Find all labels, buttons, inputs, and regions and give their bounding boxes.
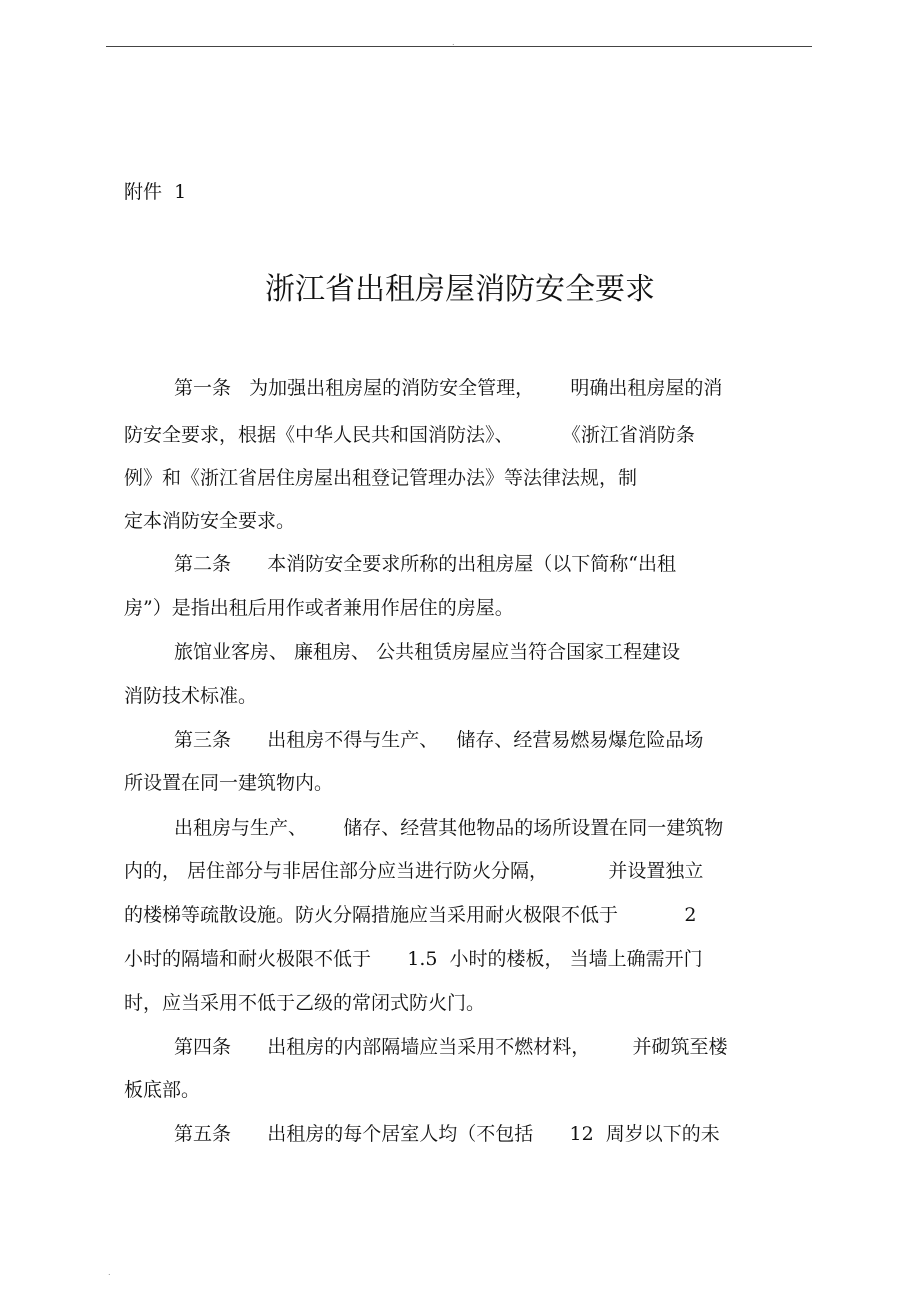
text-line: 第三条 出租房不得与生产、 储存、经营易燃易爆危险品场 (174, 729, 704, 751)
attachment-label: 附件 1 (124, 181, 187, 203)
text-line: 例》和《浙江省居住房屋出租登记管理办法》等法律法规，制 (124, 467, 638, 489)
text-line: 板底部。 (124, 1079, 201, 1101)
text-line: 出租房与生产、 储存、经营其他物品的场所设置在同一建筑物 (174, 817, 724, 839)
text-line: 消防技术标准。 (124, 685, 258, 707)
text-line: 旅馆业客房、 廉租房、 公共租赁房屋应当符合国家工程建设 (174, 641, 681, 663)
text-line: 第四条 出租房的内部隔墙应当采用不燃材料， 并砌筑至楼 (174, 1036, 728, 1058)
text-line: 第二条 本消防安全要求所称的出租房屋（以下简称“出租 (174, 553, 676, 575)
footer-mark: . (108, 1268, 111, 1277)
text-line: 所设置在同一建筑物内。 (124, 772, 334, 794)
text-line: 时，应当采用不低于乙级的常闭式防火门。 (124, 992, 486, 1014)
header-rule (106, 46, 812, 47)
text-line: 防安全要求，根据《中华人民共和国消防法》、 《浙江省消防条 (124, 424, 695, 446)
text-line: 房”）是指出租后用作或者兼用作居住的房屋。 (124, 597, 514, 619)
text-line: 定本消防安全要求。 (124, 510, 296, 532)
document-title: 浙江省出租房屋消防安全要求 (265, 272, 655, 307)
text-line: 小时的隔墙和耐火极限不低于 1.5 小时的楼板， 当墙上确需开门 (124, 948, 703, 970)
text-line: 内的， 居住部分与非居住部分应当进行防火分隔， 并设置独立 (124, 860, 704, 882)
text-line: 第一条 为加强出租房屋的消防安全管理， 明确出租房屋的消 (174, 377, 723, 399)
text-line: 第五条 出租房的每个居室人均（不包括 12 周岁以下的未 (174, 1123, 720, 1145)
header-mark: . (452, 38, 455, 47)
text-line: 的楼梯等疏散设施。防火分隔措施应当采用耐火极限不低于 2 (124, 904, 697, 926)
